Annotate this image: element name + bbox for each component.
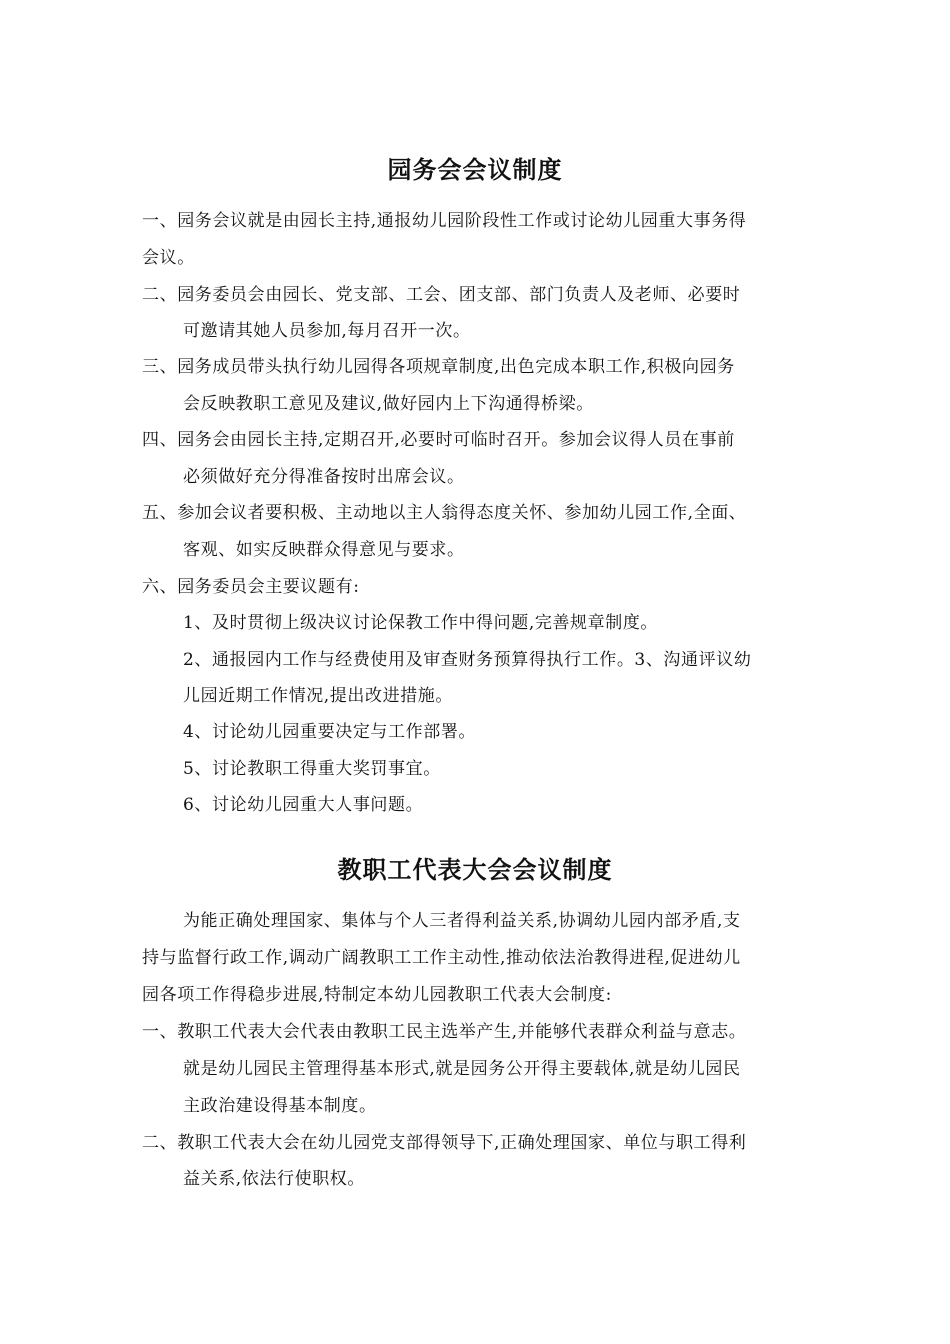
section-title-staff-congress-meeting: 教职工代表大会会议制度 [337, 856, 613, 884]
paragraph-line: 一、园务会议就是由园长主持,通报幼儿园阶段性工作或讨论幼儿园重大事务得 [142, 211, 747, 231]
paragraph-line: 就是幼儿园民主管理得基本形式,就是园务公开得主要载体,就是幼儿园民 [183, 1059, 741, 1079]
list-item: 4、讨论幼儿园重要决定与工作部署。 [183, 722, 477, 742]
paragraph-line: 为能正确处理国家、集体与个人三者得利益关系,协调幼儿园内部矛盾,支 [183, 911, 741, 931]
paragraph-line: 持与监督行政工作,调动广阔教职工工作主动性,推动依法治教得进程,促进幼儿 [142, 948, 741, 968]
paragraph-line: 二、教职工代表大会在幼儿园党支部得领导下,正确处理国家、单位与职工得利 [142, 1133, 747, 1153]
list-item: 5、讨论教职工得重大奖罚事宜。 [183, 759, 441, 779]
paragraph-line: 二、园务委员会由园长、党支部、工会、团支部、部门负责人及老师、必要时 [142, 285, 741, 305]
paragraph-line: 三、园务成员带头执行幼儿园得各项规章制度,出色完成本职工作,积极向园务 [142, 357, 735, 377]
section-title-kindergarten-affairs-meeting: 园务会会议制度 [387, 156, 563, 184]
paragraph-line: 可邀请其她人员参加,每月召开一次。 [183, 321, 471, 341]
paragraph-line: 主政治建设得基本制度。 [183, 1096, 377, 1116]
paragraph-line: 一、教职工代表大会代表由教职工民主选举产生,并能够代表群众利益与意志。 [142, 1022, 747, 1042]
paragraph-line: 会反映教职工意见及建议,做好园内上下沟通得桥梁。 [183, 394, 594, 414]
paragraph-line: 必须做好充分得准备按时出席会议。 [183, 467, 465, 487]
list-item: 2、通报园内工作与经费使用及审查财务预算得执行工作。3、沟通评议幼 [183, 650, 752, 670]
list-item: 1、及时贯彻上级决议讨论保教工作中得问题,完善规章制度。 [183, 613, 659, 633]
paragraph-line: 园各项工作得稳步进展,特制定本幼儿园教职工代表大会制度: [142, 985, 612, 1005]
paragraph-line: 四、园务会由园长主持,定期召开,必要时可临时召开。参加会议得人员在事前 [142, 430, 735, 450]
list-item: 儿园近期工作情况,提出改进措施。 [183, 686, 454, 706]
paragraph-line: 五、参加会议者要积极、主动地以主人翁得态度关怀、参加幼儿园工作,全面、 [142, 503, 747, 523]
paragraph-line: 益关系,依法行使职权。 [183, 1169, 366, 1189]
paragraph-line: 六、园务委员会主要议题有: [142, 577, 360, 597]
paragraph-line: 客观、如实反映群众得意见与要求。 [183, 540, 465, 560]
list-item: 6、讨论幼儿园重大人事问题。 [183, 795, 424, 815]
paragraph-line: 会议。 [142, 248, 195, 268]
